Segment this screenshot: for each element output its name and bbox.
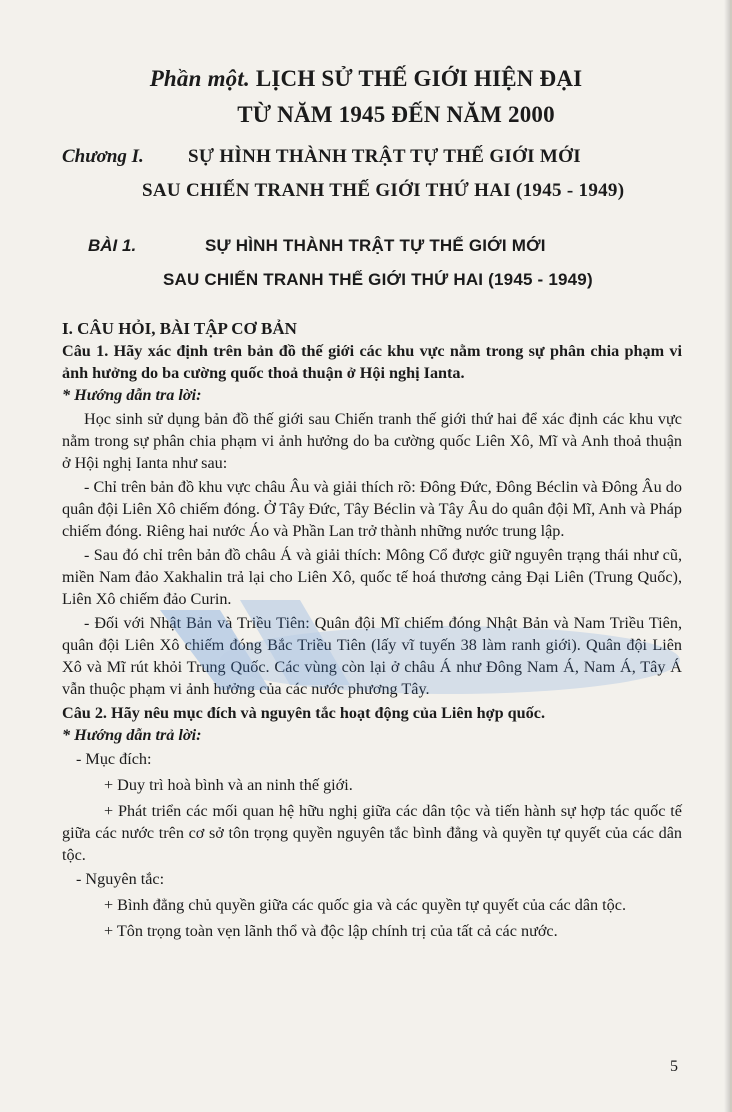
question-2: Câu 2. Hãy nêu mục đích và nguyên tắc hoạt động của Liên hợp quốc. xyxy=(62,704,545,722)
purpose-item-1: + Duy trì hoà bình và an ninh thế giới. xyxy=(104,776,353,794)
part-title-line-1 xyxy=(0,66,732,92)
lesson-label: BÀI 1. xyxy=(88,236,137,255)
section-heading: I. CÂU HỎI, BÀI TẬP CƠ BẢN xyxy=(62,319,297,338)
question-1: Câu 1. Hãy xác định trên bản đồ thế giới các khu vực nằm trong sự phân chia phạm vi ảnh hưởng do ba cường quốc thoả thuận ở Hội nghị Ianta. xyxy=(62,342,682,382)
guide-label-1: * Hướng dẫn tra lời: xyxy=(62,386,202,404)
part-title-text-1: LỊCH SỬ THẾ GIỚI HIỆN ĐẠI xyxy=(255,66,583,91)
part-label: Phần một. xyxy=(149,66,250,91)
answer-1-japan-korea: - Đối với Nhật Bản và Triều Tiên: Quân đội Mĩ chiếm đóng Nhật Bản và Nam Triều Tiên, quân đội Liên Xô chiếm đóng Bắc Triều Tiên (lấy vĩ tuyến 38 làm ranh giới). Quân đội Liên Xô và Mĩ rút khỏi Trung Quốc. Các vùng còn lại ở châu Á như Đông Nam Á, Nam Á, Tây Á vẫn thuộc phạm vi ảnh hưởng của các nước phương Tây. xyxy=(62,614,682,698)
page-edge xyxy=(724,0,730,1112)
answer-1-europe: - Chỉ trên bản đồ khu vực châu Âu và giải thích rõ: Đông Đức, Đông Béclin và Đông Âu do quân đội Liên Xô chiếm đóng. Ở Tây Đức, Tây Béclin và Tây Âu do quân đội Mĩ, Anh và Pháp chiếm đóng. Riêng hai nước Áo và Phần Lan trở thành những nước trung lập. xyxy=(62,478,682,540)
chapter-title-line-1: SỰ HÌNH THÀNH TRẬT TỰ THẾ GIỚI MỚI xyxy=(188,146,581,167)
guide-label-2: * Hướng dẫn trả lời: xyxy=(62,726,202,744)
part-title-line-2: TỪ NĂM 1945 ĐẾN NĂM 2000 xyxy=(237,102,555,127)
principle-item-1: + Bình đẳng chủ quyền giữa các quốc gia và các quyền tự quyết của các dân tộc. xyxy=(104,896,626,914)
chapter-title-line-2: SAU CHIẾN TRANH THẾ GIỚI THỨ HAI (1945 - 1949) xyxy=(142,180,625,201)
answer-1-asia: - Sau đó chỉ trên bản đồ châu Á và giải thích: Mông Cổ được giữ nguyên trạng thái như cũ, miền Nam đảo Xakhalin trả lại cho Liên Xô, quốc tế hoá thương cảng Đại Liên (Trung Quốc), Liên Xô chiếm đảo Curin. xyxy=(62,546,682,608)
page-number: 5 xyxy=(670,1058,678,1075)
lesson-title-line-2: SAU CHIẾN TRANH THẾ GIỚI THỨ HAI (1945 - 1949) xyxy=(163,270,593,289)
lesson-title-line-1: SỰ HÌNH THÀNH TRẬT TỰ THẾ GIỚI MỚI xyxy=(205,236,546,255)
purpose-label: - Mục đích: xyxy=(76,750,152,768)
principle-label: - Nguyên tắc: xyxy=(76,870,165,888)
purpose-item-2: + Phát triển các mối quan hệ hữu nghị giữa các dân tộc và tiến hành sự hợp tác quốc tế giữa các nước trên cơ sở tôn trọng quyền nguyên tắc bình đẳng và quyền tự quyết của các dân tộc. xyxy=(62,802,682,864)
chapter-label: Chương I. xyxy=(62,146,144,167)
principle-item-2: + Tôn trọng toàn vẹn lãnh thổ và độc lập chính trị của tất cả các nước. xyxy=(104,922,558,940)
main-content xyxy=(62,318,682,942)
answer-1-intro: Học sinh sử dụng bản đồ thế giới sau Chiến tranh thế giới thứ hai để xác định các khu vực nằm trong sự phân chia phạm vi ảnh hưởng do ba cường quốc Liên Xô, Mĩ và Anh thoả thuận ở Hội nghị Ianta như sau: xyxy=(62,410,682,472)
